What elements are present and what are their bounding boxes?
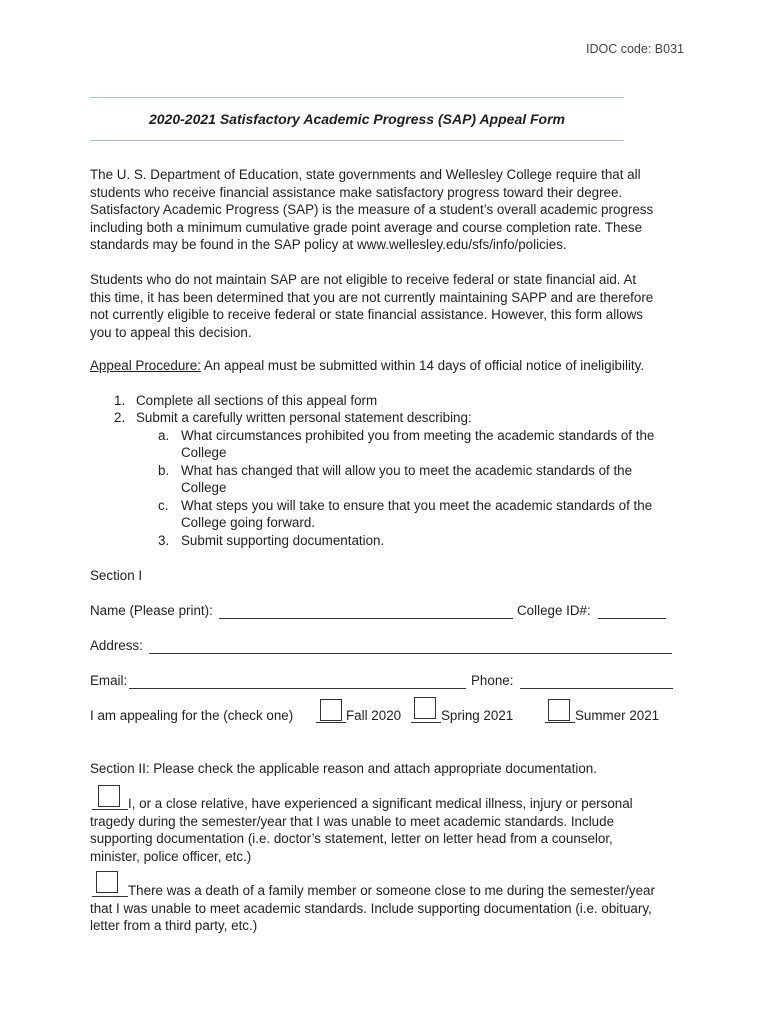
email-field[interactable]: [129, 673, 466, 689]
step-3-text: Submit supporting documentation.: [181, 533, 385, 548]
step-1-text: Complete all sections of this appeal form: [136, 393, 378, 408]
eligibility-line: not currently eligible to receive federal or state financial assistance. However, this form allows: [90, 307, 643, 322]
name-label: Name (Please print):: [90, 603, 213, 618]
medical-reason-line: tragedy during the semester/year that I was unable to meet academic standards. Include: [90, 813, 615, 829]
fall-2020-underline: [316, 722, 346, 723]
phone-field[interactable]: [520, 673, 673, 689]
death-reason-line: letter from a third party, etc.): [90, 918, 258, 933]
appeal-procedure-text: An appeal must be submitted within 14 days of official notice of ineligibility.: [200, 358, 645, 373]
section-1-heading: Section I: [90, 568, 143, 583]
eligibility-line: you to appeal this decision.: [90, 324, 252, 340]
spring-2021-checkbox[interactable]: [414, 697, 436, 719]
step-2-text: Submit a carefully written personal statement describing:: [136, 410, 472, 425]
intro-line: standards may be found in the SAP policy at www.wellesley.edu/sfs/info/policies.: [90, 237, 567, 252]
medical-reason-line: minister, police officer, etc.): [90, 848, 252, 864]
subitem-a-letter: a.: [158, 428, 170, 443]
phone-label: Phone:: [471, 673, 514, 688]
death-reason-text: [90, 882, 690, 935]
form-title: 2020-2021 Satisfactory Academic Progress (SAP) Appeal Form: [148, 111, 566, 127]
email-label: Email:: [90, 673, 128, 688]
intro-paragraph: [90, 166, 690, 254]
medical-reason-line: supporting documentation (i.e. doctor’s statement, letter on letter head from a counselor,: [90, 831, 613, 846]
fall-2020-label: Fall 2020: [346, 708, 402, 723]
spring-2021-label: Spring 2021: [441, 708, 514, 723]
name-field[interactable]: [219, 603, 513, 619]
intro-line: including both a minimum cumulative grade point average and course completion rate. These: [90, 219, 643, 235]
death-reason-line: There was a death of a family member or someone close to me during the semester/year: [128, 883, 655, 898]
step-2-number: 2.: [114, 410, 126, 425]
spring-2021-underline: [411, 722, 441, 723]
subitem-c-line2: College going forward.: [181, 515, 315, 530]
eligibility-paragraph: [90, 271, 690, 341]
summer-2021-label: Summer 2021: [575, 708, 660, 723]
title-bottom-rule: [90, 140, 624, 141]
summer-2021-underline: [545, 722, 575, 723]
intro-line: The U. S. Department of Education, state governments and Wellesley College require that all: [90, 167, 641, 182]
medical-reason-line: I, or a close relative, have experienced a significant medical illness, injury or personal: [128, 796, 633, 811]
college-id-field[interactable]: [598, 603, 666, 619]
address-field[interactable]: [149, 638, 672, 654]
subitem-a-line2: College: [181, 445, 227, 460]
appeal-procedure: [90, 358, 644, 373]
appeal-procedure-label: Appeal Procedure:: [90, 358, 201, 373]
subitem-b-line2: College: [181, 480, 227, 495]
summer-2021-checkbox[interactable]: [548, 699, 570, 721]
subitem-a-line1: What circumstances prohibited you from meeting the academic standards of the: [181, 428, 655, 443]
intro-line: Satisfactory Academic Progress (SAP) is the measure of a student’s overall academic progress: [90, 202, 654, 217]
subitem-b-letter: b.: [158, 463, 170, 478]
section-2-heading: Section II: Please check the applicable reason and attach appropriate documentation.: [90, 761, 597, 776]
intro-line: students who receive financial assistance make satisfactory progress toward their degree.: [90, 184, 623, 200]
college-id-label: College ID#:: [517, 603, 591, 618]
eligibility-line: Students who do not maintain SAP are not eligible to receive federal or state financial aid. At: [90, 272, 637, 287]
title-top-rule: [90, 97, 624, 98]
subitem-b-line1: What has changed that will allow you to meet the academic standards of the: [181, 463, 633, 478]
fall-2020-checkbox[interactable]: [320, 699, 342, 721]
eligibility-line: this time, it has been determined that you are not currently maintaining SAPP and are therefore: [90, 289, 654, 305]
step-1-number: 1.: [114, 393, 126, 408]
appeal-term-label: I am appealing for the (check one): [90, 708, 294, 723]
subitem-c-line1: What steps you will take to ensure that you meet the academic standards of the: [181, 498, 653, 513]
document-code: IDOC code: B031: [586, 42, 684, 56]
subitem-c-letter: c.: [158, 498, 169, 513]
step-3-number: 3.: [158, 533, 170, 548]
medical-reason-text: [90, 795, 690, 865]
death-reason-line: that I was unable to meet academic standards. Include supporting documentation (i.e. obituary,: [90, 900, 652, 916]
address-label: Address:: [90, 638, 143, 653]
